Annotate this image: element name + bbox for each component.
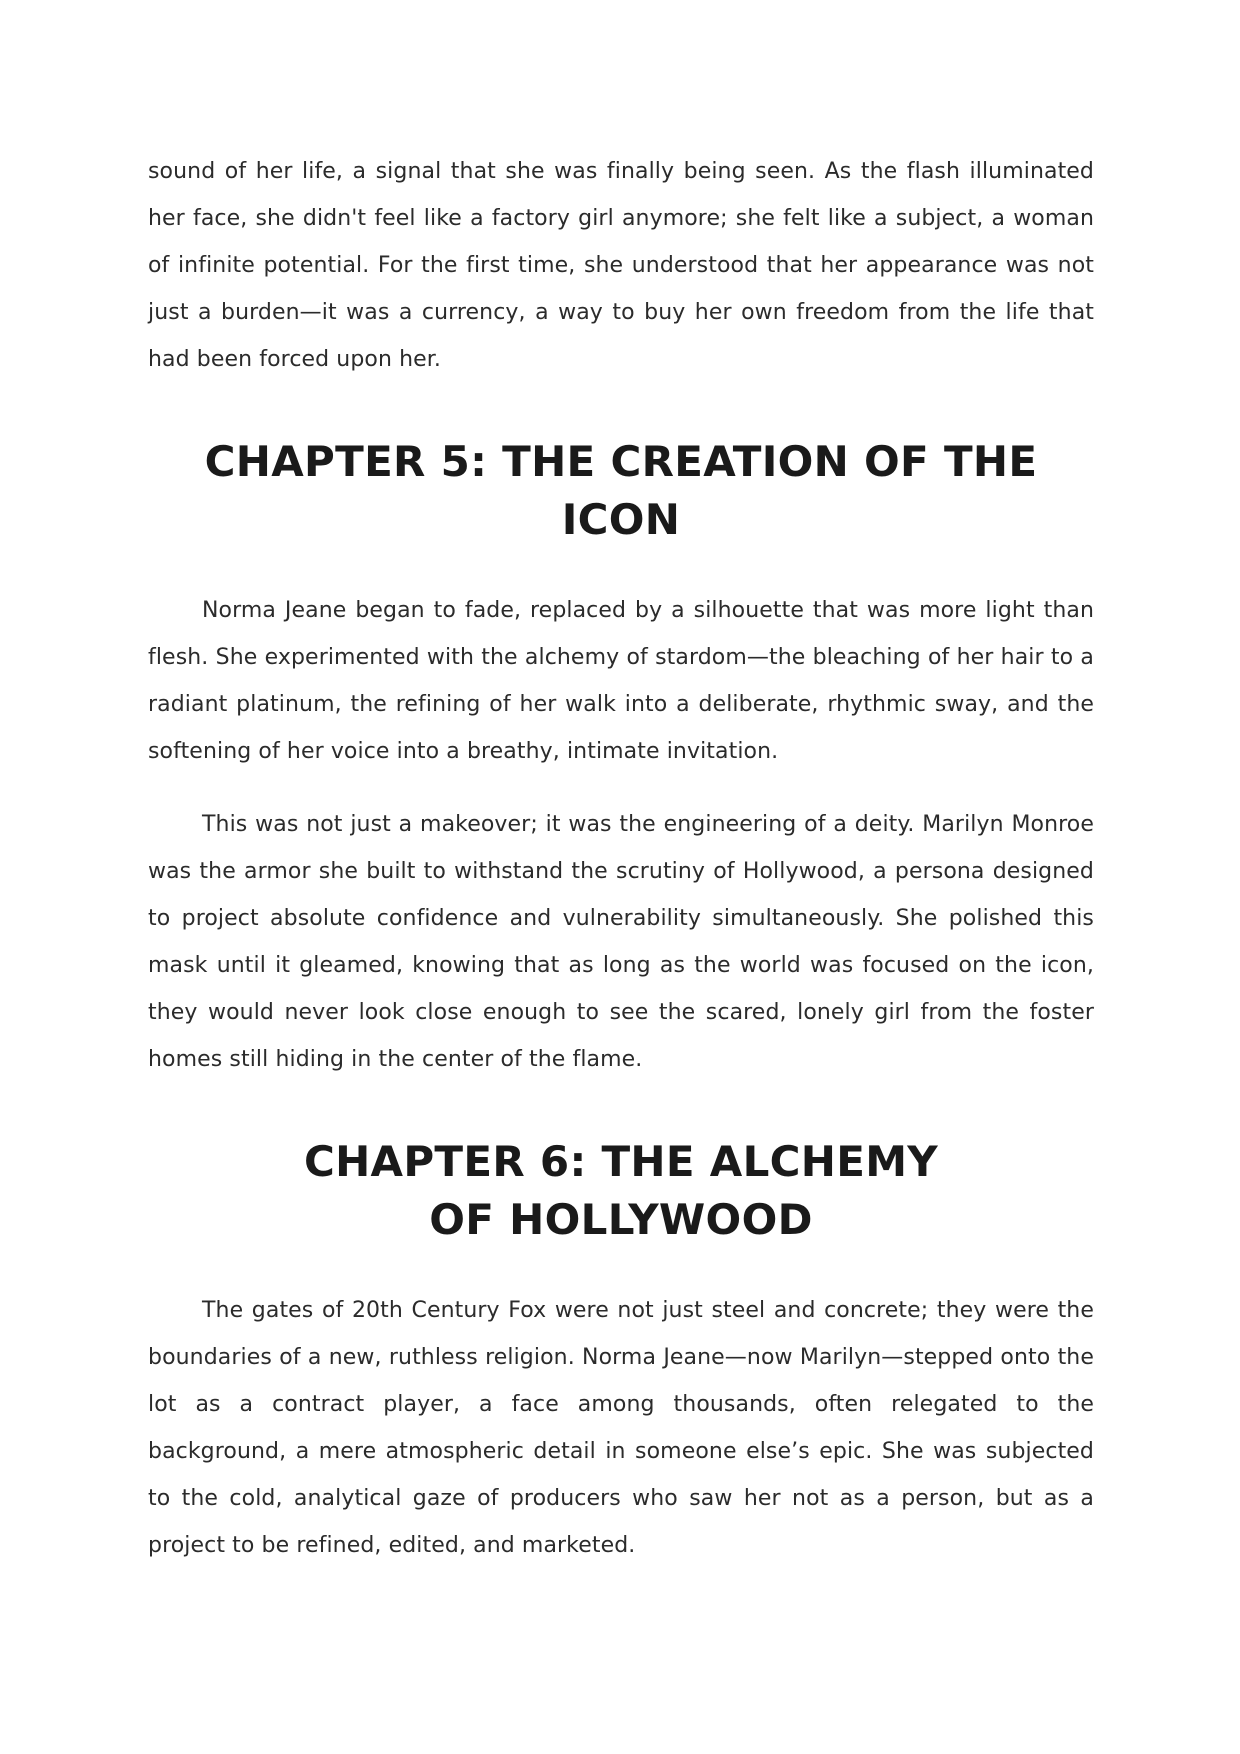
chapter-5-paragraph: Norma Jeane began to fade, replaced by a silhouette that was more light than flesh. She experimented with the alchemy of stardom—the bleaching of her hair to a radiant platinum, the refining of her walk into a deliberate, rhythmic sway, and the softening of her voice into a breathy, intimate invitation. — [148, 598, 1094, 764]
chapter-6-title: CHAPTER 6: THE ALCHEMY OF HOLLYWOOD — [303, 1137, 939, 1244]
chapter-6-paragraph: The gates of 20th Century Fox were not just steel and concrete; they were the boundaries of a new, ruthless religion. Norma Jeane—now Marilyn—stepped onto the lot as a contract player, a face among thousands, often relegated to the background, a mere atmospheric detail in someone else’s epic. She was subjected to the cold, analytical gaze of producers who saw her not as a person, but as a project to be refined, edited, and marketed. — [148, 1298, 1094, 1558]
opening-paragraph: sound of her life, a signal that she was finally being seen. As the flash illuminated her face, she didn't feel like a factory girl anymore; she felt like a subject, a woman of infinite potential. For the first time, she understood that her appearance was not just a burden—it was a currency, a way to buy her own freedom from the life that had been forced upon her. — [148, 159, 1094, 372]
chapter-5-paragraph: This was not just a makeover; it was the engineering of a deity. Marilyn Monroe was the armor she built to withstand the scrutiny of Hollywood, a persona designed to project absolute confidence and vulnerability simultaneously. She polished this mask until it gleamed, knowing that as long as the world was focused on the icon, they would never look close enough to see the scared, lonely girl from the foster homes still hiding in the center of the flame. — [148, 812, 1094, 1072]
chapter-5-title: CHAPTER 5: THE CREATION OF THE ICON — [204, 437, 1038, 544]
page-content — [148, 148, 1094, 1595]
